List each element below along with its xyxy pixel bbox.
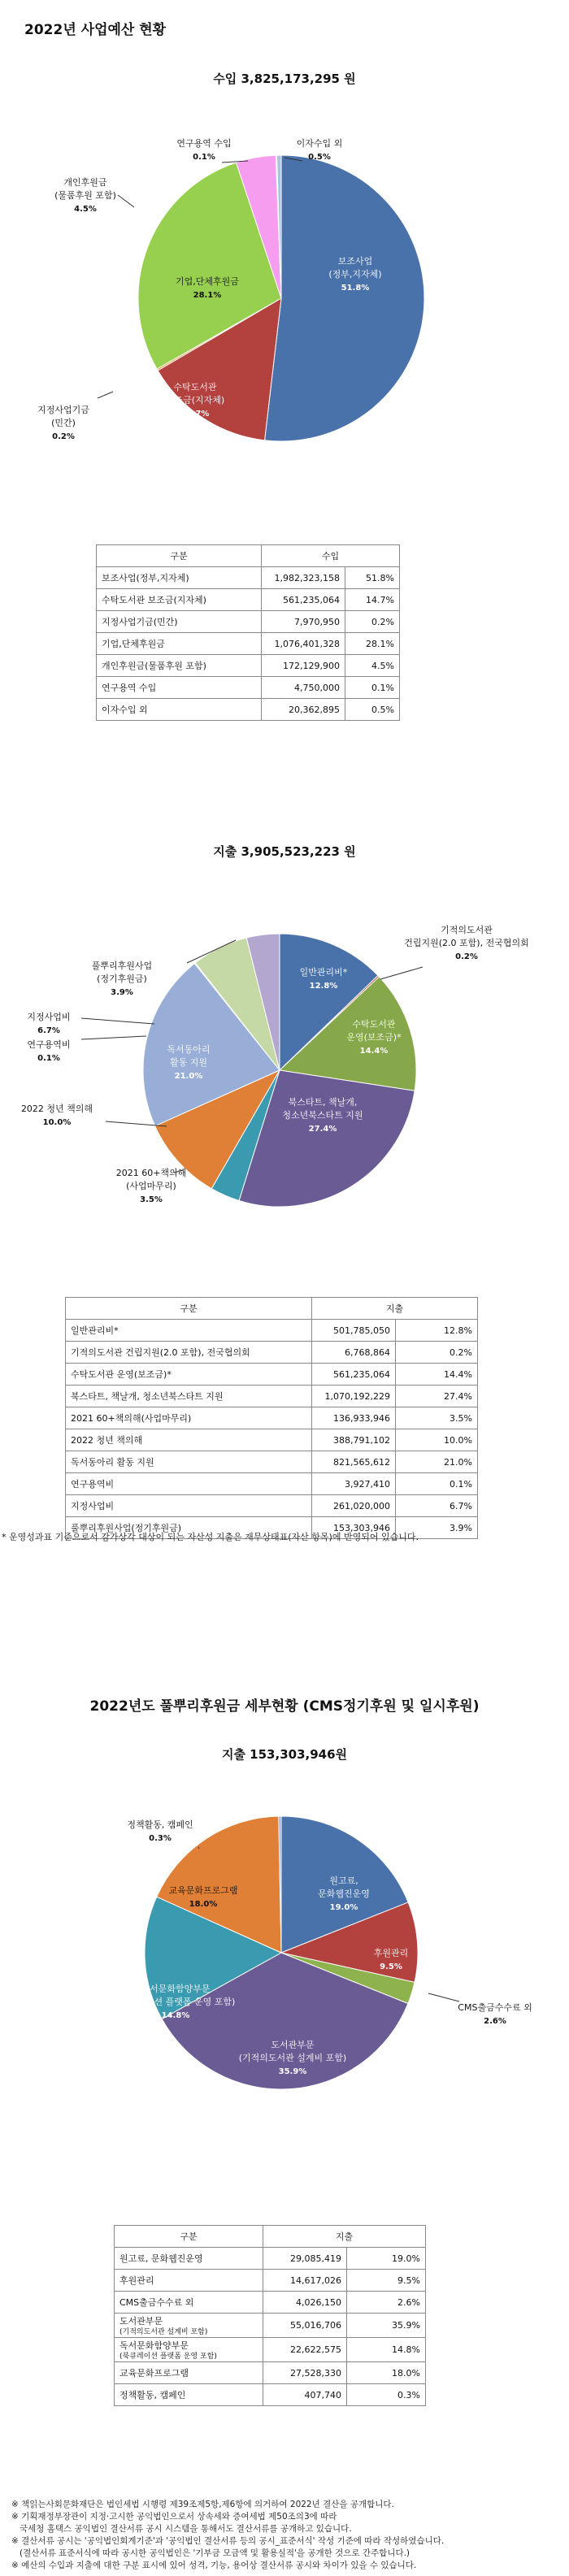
header-amount: 수입 (262, 545, 400, 567)
note-line: ※ 결산서류 공시는 '공익법인회계기준'과 '공익법인 결산서류 등의 공시_표준서식' 작성 기준에 따라 작성하였습니다. (11, 2536, 445, 2546)
header-category: 구분 (115, 2226, 263, 2248)
note-line: ※ 책읽는사회문화재단은 법인세법 시행령 제39조제5항,제6항에 의거하여 2022년 결산을 공개합니다. (11, 2500, 394, 2509)
slice-percent: 51.8% (341, 284, 370, 293)
table-row (115, 2338, 426, 2362)
row-category: 북스타트, 책날개, 청소년북스타트 지원 (66, 1386, 312, 1407)
slice-percent: 10.0% (42, 1118, 72, 1127)
slice-label: 독서문화함양부문 (141, 1984, 211, 1994)
row-percent: 0.2% (345, 611, 400, 633)
slice-label: 기업,단체후원금 (176, 276, 239, 287)
expense-table-header (66, 1298, 478, 1320)
table-row (66, 1364, 478, 1386)
row-percent: 12.8% (396, 1320, 478, 1342)
row-category: 독서동아리 활동 지원 (66, 1451, 312, 1473)
row-category-label: CMS출금수수료 외 (119, 2297, 194, 2308)
income-pie-chart (0, 89, 569, 471)
row-category: 기적의도서관 건립지원(2.0 포함), 전국협의회 (66, 1342, 312, 1364)
row-category (115, 2270, 263, 2292)
table-row (66, 1407, 478, 1429)
slice-percent: 14.8% (161, 2011, 190, 2020)
slice-percent: 9.5% (380, 1962, 402, 1971)
row-amount: 22,622,575 (263, 2338, 347, 2362)
table-row (66, 1386, 478, 1407)
slice-label: 수탁도서관 (352, 1019, 396, 1030)
row-percent: 4.5% (345, 655, 400, 677)
row-category-note: (기적의도서관 설계비 포함) (119, 2328, 208, 2336)
row-amount: 14,617,026 (263, 2270, 347, 2292)
income-table (96, 544, 400, 721)
slice-label: 기적의도서관 (441, 925, 493, 935)
row-amount: 821,565,612 (312, 1451, 396, 1473)
slice-percent: 3.9% (111, 988, 133, 997)
slice-label: 일반관리비* (299, 967, 348, 978)
row-percent: 35.9% (347, 2314, 426, 2338)
table-row (97, 655, 400, 677)
header-category: 구분 (97, 545, 262, 567)
row-amount: 1,982,323,158 (262, 567, 345, 589)
slice-percent: 0.1% (37, 1054, 60, 1063)
slice-sublabel: (민간) (51, 418, 76, 428)
row-category-label: 교육문화프로그램 (119, 2368, 189, 2379)
row-percent: 28.1% (345, 633, 400, 655)
row-amount: 27,528,330 (263, 2362, 347, 2384)
row-category: 지정사업비 (66, 1495, 312, 1517)
slice-label: 정책활동, 캠페인 (127, 1819, 193, 1830)
slice-percent: 0.5% (308, 153, 331, 162)
row-category-label: 원고료, 문화웹진운영 (119, 2253, 203, 2264)
row-percent: 6.7% (396, 1495, 478, 1517)
table-row (97, 589, 400, 611)
slice-label: 북스타트, 책날개, (288, 1097, 358, 1108)
row-amount: 7,970,950 (262, 611, 345, 633)
row-percent: 3.5% (396, 1407, 478, 1429)
pie-slice (265, 155, 424, 441)
table-row (115, 2248, 426, 2270)
table-row (115, 2362, 426, 2384)
slice-sublabel: (정부,지자체) (328, 269, 382, 280)
slice-sublabel: 보조금(지자체) (165, 395, 225, 405)
leader-line (81, 1018, 154, 1024)
slice-percent: 27.4% (308, 1125, 337, 1134)
row-amount: 6,768,864 (312, 1342, 396, 1364)
row-category: 수탁도서관 운영(보조금)* (66, 1364, 312, 1386)
row-amount: 501,785,050 (312, 1320, 396, 1342)
row-amount: 1,076,401,328 (262, 633, 345, 655)
row-category (115, 2338, 263, 2362)
slice-percent: 6.7% (37, 1026, 60, 1035)
row-category-label: 정책활동, 캠페인 (119, 2390, 186, 2400)
slice-sublabel: 문화웹진운영 (318, 1889, 370, 1899)
slice-label: 연구용역 수입 (176, 138, 232, 149)
row-category-label: 후원관리 (119, 2275, 154, 2286)
row-percent: 0.2% (396, 1342, 478, 1364)
slice-percent: 4.5% (74, 205, 97, 214)
slice-percent: 21.0% (174, 1072, 203, 1081)
leader-line (98, 392, 113, 398)
slice-label: 지정사업기금 (37, 405, 89, 415)
header-amount: 지출 (263, 2226, 426, 2248)
leader-line (380, 967, 423, 979)
row-category (115, 2292, 263, 2314)
expense-table (65, 1297, 478, 1539)
row-amount: 20,362,895 (262, 699, 345, 721)
slice-percent: 0.1% (193, 153, 215, 162)
row-percent: 0.1% (396, 1473, 478, 1495)
slice-label: 후원관리 (373, 1948, 409, 1958)
row-category: 연구용역비 (66, 1473, 312, 1495)
table-row (97, 699, 400, 721)
row-category-note: (북큐레이션 플랫폼 운영 포함) (119, 2353, 217, 2361)
slice-label: 풀뿌리후원사업 (91, 961, 153, 971)
table-row (115, 2384, 426, 2406)
slice-label: 보조사업 (337, 256, 373, 267)
table-row (115, 2292, 426, 2314)
row-amount: 3,927,410 (312, 1473, 396, 1495)
row-percent: 0.3% (347, 2384, 426, 2406)
slice-percent: 35.9% (278, 2067, 307, 2076)
row-amount: 388,791,102 (312, 1429, 396, 1451)
row-amount: 261,020,000 (312, 1495, 396, 1517)
row-percent: 10.0% (396, 1429, 478, 1451)
row-percent: 3.9% (396, 1517, 478, 1539)
row-amount: 172,129,900 (262, 655, 345, 677)
slice-percent: 0.3% (149, 1834, 172, 1843)
note-line: 국세청 홈택스 공익법인 결산서류 공시 시스템을 통해서도 결산서류를 공개하고 있습니다. (20, 2524, 352, 2534)
row-category: 수탁도서관 보조금(지자체) (97, 589, 262, 611)
slice-label: 원고료, (329, 1876, 358, 1886)
slice-label: 2022 청년 책의해 (20, 1104, 93, 1114)
slice-label: 연구용역비 (27, 1039, 71, 1050)
slice-label: 독서동아리 (167, 1044, 211, 1055)
slice-label: 지정사업비 (27, 1012, 71, 1022)
slice-sublabel: (정기후원금) (97, 974, 147, 984)
income-table-header (97, 545, 400, 567)
row-amount: 561,235,064 (262, 589, 345, 611)
slice-sublabel: 건립지원(2.0 포함), 전국협의회 (404, 938, 529, 948)
slice-sublabel: (사업마무리) (126, 1181, 176, 1191)
table-row (115, 2314, 426, 2338)
header-category: 구분 (66, 1298, 312, 1320)
slice-percent: 28.1% (193, 291, 222, 300)
row-category: 연구용역 수입 (97, 677, 262, 699)
donation-total: 지출 153,303,946원 (221, 1747, 348, 1762)
row-amount: 55,016,706 (263, 2314, 347, 2338)
donation-table (114, 2225, 426, 2406)
row-category: 이자수입 외 (97, 699, 262, 721)
row-category: 보조사업(정부,지자체) (97, 567, 262, 589)
row-amount: 136,933,946 (312, 1407, 396, 1429)
table-row (66, 1320, 478, 1342)
row-percent: 21.0% (396, 1451, 478, 1473)
slice-label: 도서관부문 (271, 2040, 315, 2050)
row-percent: 9.5% (347, 2270, 426, 2292)
slice-label: 교육문화프로그램 (168, 1885, 238, 1896)
slice-sublabel: 운영(보조금)* (346, 1032, 402, 1043)
note-line: ※ 기획재정부장관이 지정·고시한 공익법인으로서 상속세와 증여세법 제50조의3에 따라 (11, 2512, 337, 2522)
table-row (115, 2270, 426, 2292)
row-amount: 4,750,000 (262, 677, 345, 699)
slice-percent: 2.6% (484, 2017, 506, 2026)
expense-total: 지출 3,905,523,223 원 (213, 844, 356, 859)
row-category: 2021 60+책의해(사업마무리) (66, 1407, 312, 1429)
slice-percent: 12.8% (309, 982, 338, 991)
slice-label: 이자수입 외 (296, 138, 343, 149)
row-percent: 14.8% (347, 2338, 426, 2362)
row-category: 풀뿌리후원사업(정기후원금) (66, 1517, 312, 1539)
slice-percent: 14.4% (359, 1047, 389, 1056)
note-line: ※ 예산의 수입과 지출에 대한 구분 표시에 있어 성격, 기능, 용어상 결산서류 공시와 차이가 있을 수 있습니다. (11, 2561, 417, 2570)
row-amount: 561,235,064 (312, 1364, 396, 1386)
slice-sublabel: (기적의도서관 설계비 포함) (238, 2053, 347, 2063)
row-percent: 0.5% (345, 699, 400, 721)
slice-percent: 19.0% (329, 1903, 358, 1912)
row-category: 개인후원금(물품후원 포함) (97, 655, 262, 677)
table-row (66, 1473, 478, 1495)
row-category: 기업,단체후원금 (97, 633, 262, 655)
row-amount: 4,026,150 (263, 2292, 347, 2314)
row-category (115, 2314, 263, 2338)
row-amount: 29,085,419 (263, 2248, 347, 2270)
row-category: 일반관리비* (66, 1320, 312, 1342)
row-amount: 407,740 (263, 2384, 347, 2406)
income-total: 수입 3,825,173,295 원 (213, 72, 356, 86)
slice-sublabel: 청소년북스타트 지원 (282, 1110, 363, 1121)
slice-label: 2021 60+책의해 (115, 1168, 187, 1178)
slice-label: 수탁도서관 (173, 382, 217, 392)
slice-percent: 0.2% (455, 952, 478, 961)
table-row (66, 1429, 478, 1451)
leader-line (118, 195, 134, 207)
leader-line (81, 1036, 146, 1039)
row-category: 지정사업기금(민간) (97, 611, 262, 633)
table-row (97, 677, 400, 699)
slice-percent: 0.2% (52, 432, 75, 441)
row-percent: 0.1% (345, 677, 400, 699)
slice-sublabel: (북큐레이션 플랫폼 운영 포함) (115, 1997, 236, 2007)
table-row (66, 1495, 478, 1517)
row-percent: 14.7% (345, 589, 400, 611)
row-percent: 19.0% (347, 2248, 426, 2270)
slice-sublabel: (물품후원 포함) (54, 190, 116, 201)
leader-line (428, 1993, 459, 2001)
slice-percent: 14.7% (180, 410, 210, 418)
table-row (66, 1451, 478, 1473)
disclosure-notes (11, 2499, 564, 2572)
row-category (115, 2384, 263, 2406)
row-percent: 14.4% (396, 1364, 478, 1386)
budget-title: 2022년 사업예산 현황 (24, 22, 167, 38)
donation-pie-chart (0, 1767, 569, 2133)
row-category (115, 2248, 263, 2270)
row-percent: 27.4% (396, 1386, 478, 1407)
donation-table-header (115, 2226, 426, 2248)
header-amount: 지출 (312, 1298, 478, 1320)
row-category-label: 독서문화함양부문 (119, 2340, 189, 2351)
slice-label: 개인후원금 (63, 177, 107, 188)
row-percent: 18.0% (347, 2362, 426, 2384)
row-percent: 51.8% (345, 567, 400, 589)
table-row (97, 567, 400, 589)
expense-pie-chart (0, 861, 569, 1243)
row-category (115, 2362, 263, 2384)
slice-percent: 18.0% (189, 1900, 218, 1909)
row-percent: 2.6% (347, 2292, 426, 2314)
row-amount: 153,303,946 (312, 1517, 396, 1539)
table-row (97, 633, 400, 655)
table-row (66, 1342, 478, 1364)
donation-title: 2022년도 풀뿌리후원금 세부현황 (CMS정기후원 및 일시후원) (89, 1698, 480, 1715)
row-amount: 1,070,192,229 (312, 1386, 396, 1407)
note-line: (결산서류 표준서식에 따라 공시한 공익법인은 '기부금 모금액 및 활용실적'을 공개한 것으로 간주합니다.) (20, 2548, 410, 2558)
slice-percent: 3.5% (140, 1195, 163, 1204)
slice-sublabel: 활동 지원 (169, 1057, 208, 1068)
table-row (97, 611, 400, 633)
expense-footnote: * 운영성과표 기준으로서 감가상각 대상이 되는 자산성 지출은 재무상태표(자산 항목)에 반영되어 있습니다. (2, 1532, 419, 1542)
slice-label: CMS출금수수료 외 (458, 2002, 532, 2013)
row-category: 2022 청년 책의해 (66, 1429, 312, 1451)
row-category-label: 도서관부문 (119, 2316, 163, 2327)
